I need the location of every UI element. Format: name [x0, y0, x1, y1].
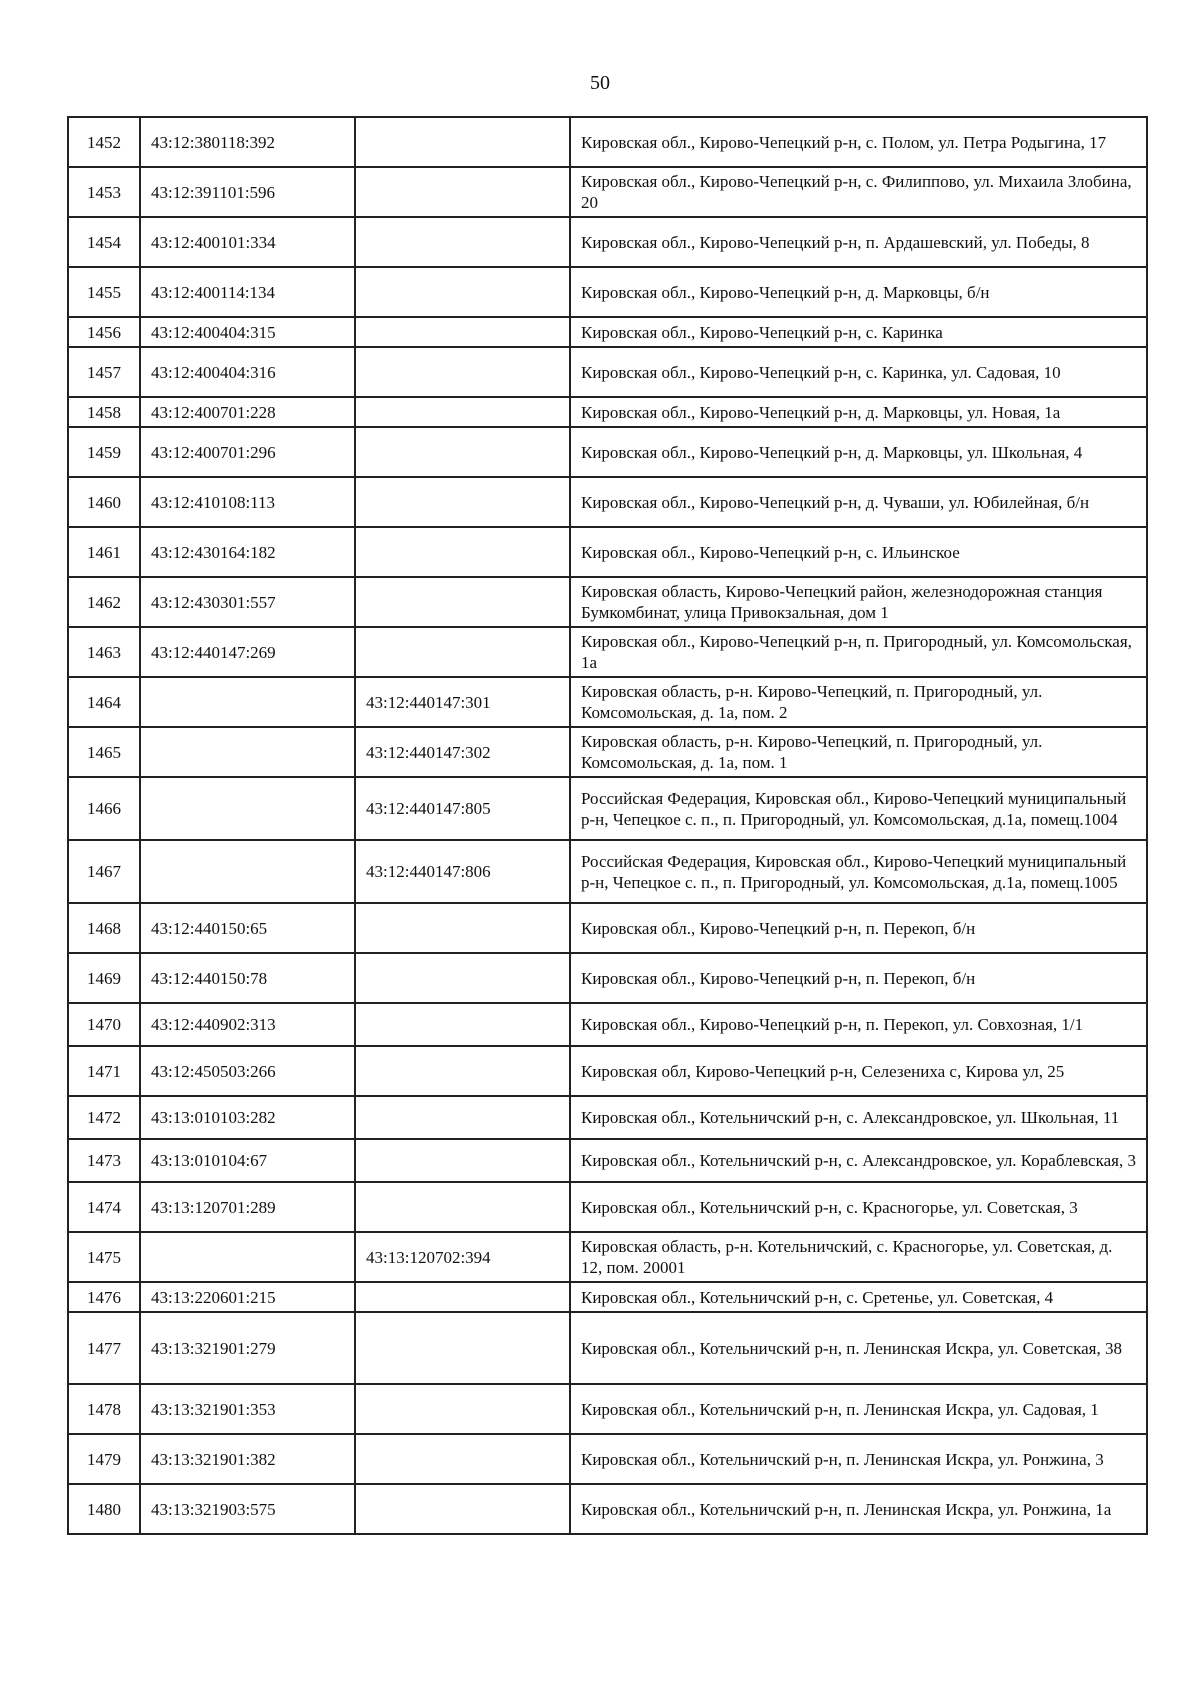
row-number-cell: 1461	[68, 527, 140, 577]
land-cadastral-number-cell: 43:12:450503:266	[140, 1046, 355, 1096]
table-row	[68, 953, 1147, 1003]
table-row	[68, 1384, 1147, 1434]
address-cell: Кировская обл., Котельничский р-н, с. Александровское, ул. Школьная, 11	[570, 1096, 1147, 1139]
land-cadastral-number-cell: 43:12:440150:65	[140, 903, 355, 953]
address-cell: Кировская обл, Кирово-Чепецкий р-н, Селезениха с, Кирова ул, 25	[570, 1046, 1147, 1096]
row-number-cell: 1477	[68, 1312, 140, 1384]
address-cell: Кировская обл., Кирово-Чепецкий р-н, д. Марковцы, ул. Новая, 1а	[570, 397, 1147, 427]
object-cadastral-number-cell: 43:12:440147:301	[355, 677, 570, 727]
land-cadastral-number-cell: 43:12:430301:557	[140, 577, 355, 627]
object-cadastral-number-cell	[355, 1282, 570, 1312]
object-cadastral-number-cell	[355, 167, 570, 217]
table-row	[68, 117, 1147, 167]
table-row	[68, 840, 1147, 903]
row-number-cell: 1470	[68, 1003, 140, 1046]
table-row	[68, 1232, 1147, 1282]
table-row	[68, 527, 1147, 577]
table-row	[68, 427, 1147, 477]
row-number-cell: 1476	[68, 1282, 140, 1312]
land-cadastral-number-cell: 43:13:321903:575	[140, 1484, 355, 1534]
land-cadastral-number-cell: 43:13:220601:215	[140, 1282, 355, 1312]
table-row	[68, 217, 1147, 267]
row-number-cell: 1464	[68, 677, 140, 727]
row-number-cell: 1453	[68, 167, 140, 217]
table-row	[68, 777, 1147, 840]
row-number-cell: 1467	[68, 840, 140, 903]
address-cell: Кировская обл., Кирово-Чепецкий р-н, п. Перекоп, б/н	[570, 903, 1147, 953]
object-cadastral-number-cell	[355, 397, 570, 427]
address-cell: Кировская обл., Котельничский р-н, п. Ленинская Искра, ул. Ронжина, 3	[570, 1434, 1147, 1484]
row-number-cell: 1457	[68, 347, 140, 397]
address-cell: Кировская область, р-н. Кирово-Чепецкий, п. Пригородный, ул. Комсомольская, д. 1а, пом. 2	[570, 677, 1147, 727]
row-number-cell: 1458	[68, 397, 140, 427]
object-cadastral-number-cell: 43:12:440147:806	[355, 840, 570, 903]
land-cadastral-number-cell: 43:12:380118:392	[140, 117, 355, 167]
object-cadastral-number-cell	[355, 1434, 570, 1484]
land-cadastral-number-cell: 43:12:400404:316	[140, 347, 355, 397]
address-cell: Кировская обл., Кирово-Чепецкий р-н, с. Ильинское	[570, 527, 1147, 577]
object-cadastral-number-cell	[355, 1182, 570, 1232]
object-cadastral-number-cell	[355, 1384, 570, 1434]
object-cadastral-number-cell	[355, 1096, 570, 1139]
table-row	[68, 1139, 1147, 1182]
land-cadastral-number-cell	[140, 777, 355, 840]
row-number-cell: 1466	[68, 777, 140, 840]
registry-body	[68, 117, 1147, 1534]
object-cadastral-number-cell	[355, 1139, 570, 1182]
land-cadastral-number-cell	[140, 840, 355, 903]
table-row	[68, 727, 1147, 777]
object-cadastral-number-cell: 43:12:440147:302	[355, 727, 570, 777]
address-cell: Российская Федерация, Кировская обл., Кирово-Чепецкий муниципальный р-н, Чепецкое с. п., п. Пригородный, ул. Комсомольская, д.1а, помещ.1005	[570, 840, 1147, 903]
property-registry-table	[67, 116, 1148, 1535]
row-number-cell: 1469	[68, 953, 140, 1003]
land-cadastral-number-cell: 43:12:400114:134	[140, 267, 355, 317]
object-cadastral-number-cell	[355, 1003, 570, 1046]
address-cell: Российская Федерация, Кировская обл., Кирово-Чепецкий муниципальный р-н, Чепецкое с. п., п. Пригородный, ул. Комсомольская, д.1а, помещ.1004	[570, 777, 1147, 840]
address-cell: Кировская обл., Кирово-Чепецкий р-н, п. Перекоп, б/н	[570, 953, 1147, 1003]
address-cell: Кировская обл., Кирово-Чепецкий р-н, п. Пригородный, ул. Комсомольская, 1а	[570, 627, 1147, 677]
address-cell: Кировская обл., Котельничский р-н, с. Сретенье, ул. Советская, 4	[570, 1282, 1147, 1312]
row-number-cell: 1462	[68, 577, 140, 627]
page-number: 50	[590, 72, 610, 94]
land-cadastral-number-cell	[140, 727, 355, 777]
land-cadastral-number-cell: 43:12:400101:334	[140, 217, 355, 267]
table-row	[68, 267, 1147, 317]
table-row	[68, 903, 1147, 953]
address-cell: Кировская область, р-н. Котельничский, с. Красногорье, ул. Советская, д. 12, пом. 20001	[570, 1232, 1147, 1282]
table-row	[68, 1096, 1147, 1139]
address-cell: Кировская обл., Котельничский р-н, п. Ленинская Искра, ул. Садовая, 1	[570, 1384, 1147, 1434]
table-row	[68, 677, 1147, 727]
address-cell: Кировская обл., Котельничский р-н, п. Ленинская Искра, ул. Советская, 38	[570, 1312, 1147, 1384]
object-cadastral-number-cell	[355, 347, 570, 397]
address-cell: Кировская обл., Кирово-Чепецкий р-н, п. Перекоп, ул. Совхозная, 1/1	[570, 1003, 1147, 1046]
row-number-cell: 1455	[68, 267, 140, 317]
land-cadastral-number-cell	[140, 677, 355, 727]
object-cadastral-number-cell: 43:12:440147:805	[355, 777, 570, 840]
object-cadastral-number-cell	[355, 903, 570, 953]
object-cadastral-number-cell	[355, 477, 570, 527]
row-number-cell: 1472	[68, 1096, 140, 1139]
object-cadastral-number-cell	[355, 577, 570, 627]
row-number-cell: 1475	[68, 1232, 140, 1282]
row-number-cell: 1460	[68, 477, 140, 527]
table-row	[68, 477, 1147, 527]
land-cadastral-number-cell: 43:12:440902:313	[140, 1003, 355, 1046]
row-number-cell: 1465	[68, 727, 140, 777]
object-cadastral-number-cell: 43:13:120702:394	[355, 1232, 570, 1282]
address-cell: Кировская обл., Котельничский р-н, п. Ленинская Искра, ул. Ронжина, 1а	[570, 1484, 1147, 1534]
row-number-cell: 1456	[68, 317, 140, 347]
object-cadastral-number-cell	[355, 1046, 570, 1096]
land-cadastral-number-cell: 43:12:400701:296	[140, 427, 355, 477]
land-cadastral-number-cell: 43:12:440150:78	[140, 953, 355, 1003]
object-cadastral-number-cell	[355, 1312, 570, 1384]
table-row	[68, 347, 1147, 397]
address-cell: Кировская обл., Кирово-Чепецкий р-н, с. Филиппово, ул. Михаила Злобина, 20	[570, 167, 1147, 217]
land-cadastral-number-cell: 43:13:321901:279	[140, 1312, 355, 1384]
address-cell: Кировская обл., Кирово-Чепецкий р-н, п. Ардашевский, ул. Победы, 8	[570, 217, 1147, 267]
table-row	[68, 1003, 1147, 1046]
land-cadastral-number-cell: 43:12:440147:269	[140, 627, 355, 677]
address-cell: Кировская обл., Кирово-Чепецкий р-н, с. Каринка, ул. Садовая, 10	[570, 347, 1147, 397]
row-number-cell: 1473	[68, 1139, 140, 1182]
table-row	[68, 1182, 1147, 1232]
address-cell: Кировская обл., Кирово-Чепецкий р-н, д. Марковцы, ул. Школьная, 4	[570, 427, 1147, 477]
table-row	[68, 1434, 1147, 1484]
object-cadastral-number-cell	[355, 427, 570, 477]
row-number-cell: 1468	[68, 903, 140, 953]
object-cadastral-number-cell	[355, 527, 570, 577]
object-cadastral-number-cell	[355, 217, 570, 267]
address-cell: Кировская обл., Кирово-Чепецкий р-н, д. Марковцы, б/н	[570, 267, 1147, 317]
land-cadastral-number-cell: 43:13:321901:353	[140, 1384, 355, 1434]
land-cadastral-number-cell	[140, 1232, 355, 1282]
address-cell: Кировская область, р-н. Кирово-Чепецкий, п. Пригородный, ул. Комсомольская, д. 1а, пом. 1	[570, 727, 1147, 777]
table-row	[68, 1312, 1147, 1384]
table-row	[68, 167, 1147, 217]
address-cell: Кировская обл., Кирово-Чепецкий р-н, с. Полом, ул. Петра Родыгина, 17	[570, 117, 1147, 167]
land-cadastral-number-cell: 43:12:391101:596	[140, 167, 355, 217]
table-row	[68, 1046, 1147, 1096]
table-row	[68, 317, 1147, 347]
land-cadastral-number-cell: 43:13:120701:289	[140, 1182, 355, 1232]
land-cadastral-number-cell: 43:12:410108:113	[140, 477, 355, 527]
address-cell: Кировская область, Кирово-Чепецкий район, железнодорожная станция Бумкомбинат, улица Привокзальная, дом 1	[570, 577, 1147, 627]
table-row	[68, 397, 1147, 427]
object-cadastral-number-cell	[355, 317, 570, 347]
row-number-cell: 1454	[68, 217, 140, 267]
table-row	[68, 577, 1147, 627]
address-cell: Кировская обл., Котельничский р-н, с. Красногорье, ул. Советская, 3	[570, 1182, 1147, 1232]
address-cell: Кировская обл., Кирово-Чепецкий р-н, с. Каринка	[570, 317, 1147, 347]
address-cell: Кировская обл., Котельничский р-н, с. Александровское, ул. Кораблевская, 3	[570, 1139, 1147, 1182]
object-cadastral-number-cell	[355, 1484, 570, 1534]
row-number-cell: 1452	[68, 117, 140, 167]
land-cadastral-number-cell: 43:13:010103:282	[140, 1096, 355, 1139]
land-cadastral-number-cell: 43:13:010104:67	[140, 1139, 355, 1182]
land-cadastral-number-cell: 43:12:400701:228	[140, 397, 355, 427]
object-cadastral-number-cell	[355, 627, 570, 677]
table-row	[68, 1484, 1147, 1534]
object-cadastral-number-cell	[355, 953, 570, 1003]
land-cadastral-number-cell: 43:12:400404:315	[140, 317, 355, 347]
land-cadastral-number-cell: 43:12:430164:182	[140, 527, 355, 577]
object-cadastral-number-cell	[355, 117, 570, 167]
row-number-cell: 1480	[68, 1484, 140, 1534]
table-row	[68, 1282, 1147, 1312]
object-cadastral-number-cell	[355, 267, 570, 317]
row-number-cell: 1478	[68, 1384, 140, 1434]
row-number-cell: 1463	[68, 627, 140, 677]
row-number-cell: 1479	[68, 1434, 140, 1484]
table-row	[68, 627, 1147, 677]
row-number-cell: 1459	[68, 427, 140, 477]
land-cadastral-number-cell: 43:13:321901:382	[140, 1434, 355, 1484]
row-number-cell: 1474	[68, 1182, 140, 1232]
row-number-cell: 1471	[68, 1046, 140, 1096]
address-cell: Кировская обл., Кирово-Чепецкий р-н, д. Чуваши, ул. Юбилейная, б/н	[570, 477, 1147, 527]
